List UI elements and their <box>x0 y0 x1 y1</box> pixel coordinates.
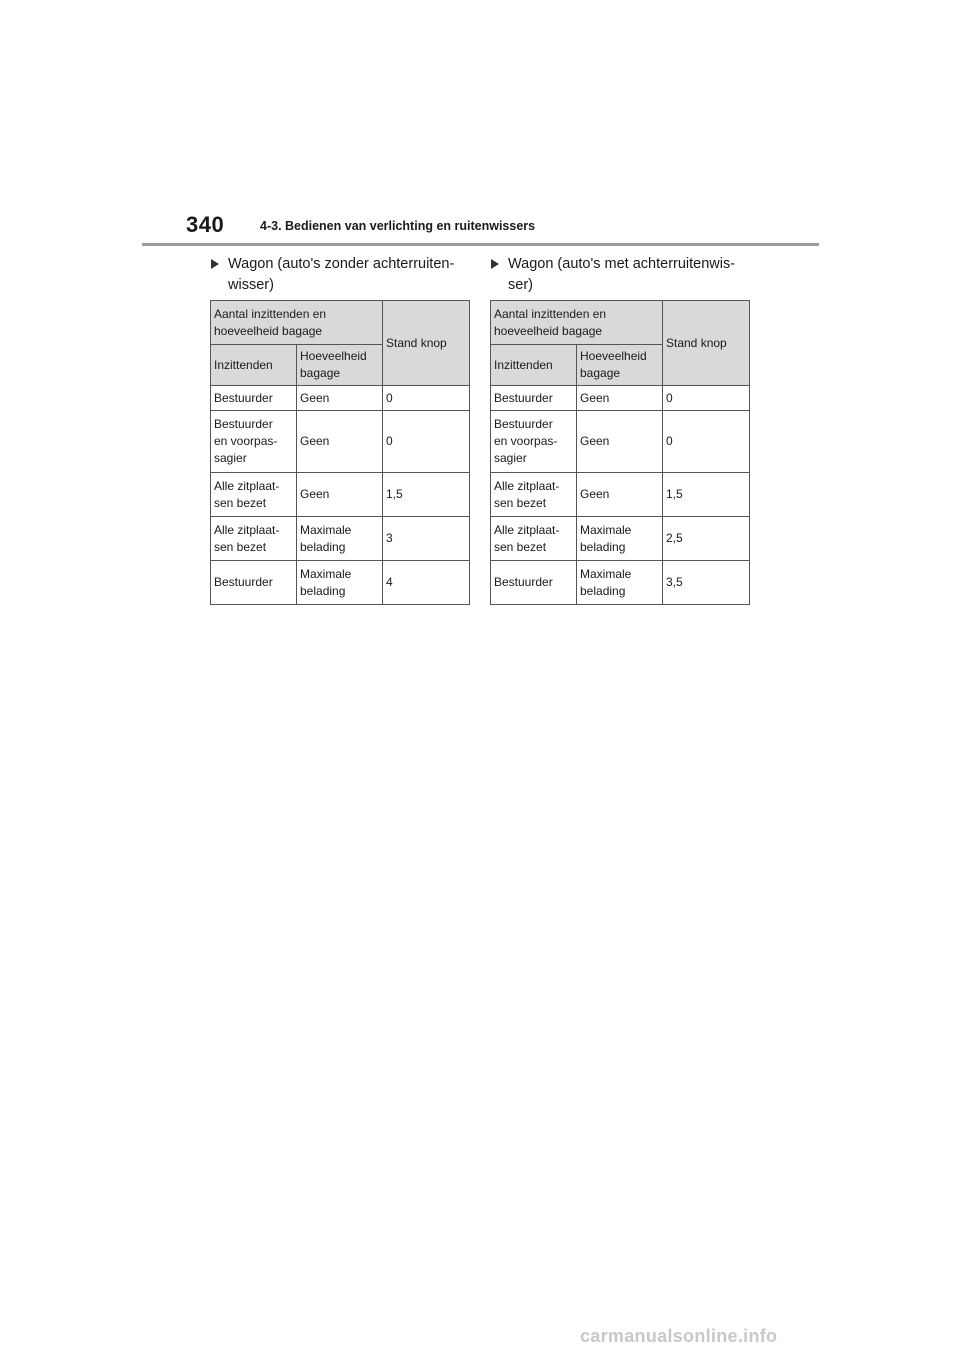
cell-luggage: Maximale belading <box>577 561 663 605</box>
table-row <box>491 561 750 605</box>
cell-luggage: Geen <box>297 386 383 411</box>
triangle-bullet-icon <box>211 259 219 269</box>
header-occupants-luggage: Aantal inzittenden en hoeveelheid bagage <box>491 301 663 345</box>
cell-occupants: Alle zitplaat- sen bezet <box>211 517 297 561</box>
cell-luggage: Geen <box>577 386 663 411</box>
table-header-row <box>491 301 750 345</box>
cell-luggage: Geen <box>297 473 383 517</box>
table-row <box>211 411 470 473</box>
cell-occupants: Bestuurder <box>491 561 577 605</box>
header-luggage: Hoeveelheid bagage <box>297 345 383 386</box>
cell-luggage: Geen <box>297 411 383 473</box>
cell-position: 0 <box>663 411 750 473</box>
cell-occupants: Bestuurder en voorpas- sagier <box>211 411 297 473</box>
cell-position: 2,5 <box>663 517 750 561</box>
header-luggage: Hoeveelheid bagage <box>577 345 663 386</box>
table-row <box>211 517 470 561</box>
table-row <box>491 473 750 517</box>
table-row <box>211 473 470 517</box>
header-occupants: Inzittenden <box>211 345 297 386</box>
header-divider <box>142 243 819 246</box>
cell-luggage: Maximale belading <box>297 517 383 561</box>
cell-position: 1,5 <box>383 473 470 517</box>
cell-position: 0 <box>383 386 470 411</box>
cell-occupants: Bestuurder <box>211 386 297 411</box>
triangle-bullet-icon <box>491 259 499 269</box>
cell-occupants: Bestuurder en voorpas- sagier <box>491 411 577 473</box>
table-row <box>491 411 750 473</box>
left-column <box>210 254 472 605</box>
cell-occupants: Bestuurder <box>211 561 297 605</box>
watermark-logo: carmanualsonline.info <box>580 1326 778 1346</box>
cell-luggage: Maximale belading <box>297 561 383 605</box>
column-heading-text: Wagon (auto's met achterruitenwis- ser) <box>508 256 736 293</box>
section-title: 4-3. Bedienen van verlichting en ruitenwissers <box>260 219 536 233</box>
cell-occupants: Alle zitplaat- sen bezet <box>491 473 577 517</box>
cell-position: 4 <box>383 561 470 605</box>
table-row <box>211 561 470 605</box>
table-row <box>491 517 750 561</box>
page-number: 340 <box>186 212 225 237</box>
cell-occupants: Alle zitplaat- sen bezet <box>211 473 297 517</box>
cell-luggage: Geen <box>577 411 663 473</box>
table-header-row <box>211 301 470 345</box>
adjustment-table <box>210 300 470 605</box>
column-heading <box>490 254 752 300</box>
cell-occupants: Bestuurder <box>491 386 577 411</box>
header-knob-position: Stand knop <box>383 301 470 386</box>
column-heading <box>210 254 472 300</box>
right-column <box>490 254 752 605</box>
header-occupants: Inzittenden <box>491 345 577 386</box>
cell-position: 3 <box>383 517 470 561</box>
cell-position: 0 <box>383 411 470 473</box>
header-knob-position: Stand knop <box>663 301 750 386</box>
adjustment-table <box>490 300 750 605</box>
cell-occupants: Alle zitplaat- sen bezet <box>491 517 577 561</box>
table-row <box>491 386 750 411</box>
cell-position: 0 <box>663 386 750 411</box>
cell-position: 3,5 <box>663 561 750 605</box>
column-heading-text: Wagon (auto's zonder achterruiten- wisser) <box>228 256 455 293</box>
cell-luggage: Maximale belading <box>577 517 663 561</box>
cell-position: 1,5 <box>663 473 750 517</box>
header-occupants-luggage: Aantal inzittenden en hoeveelheid bagage <box>211 301 383 345</box>
cell-luggage: Geen <box>577 473 663 517</box>
table-row <box>211 386 470 411</box>
